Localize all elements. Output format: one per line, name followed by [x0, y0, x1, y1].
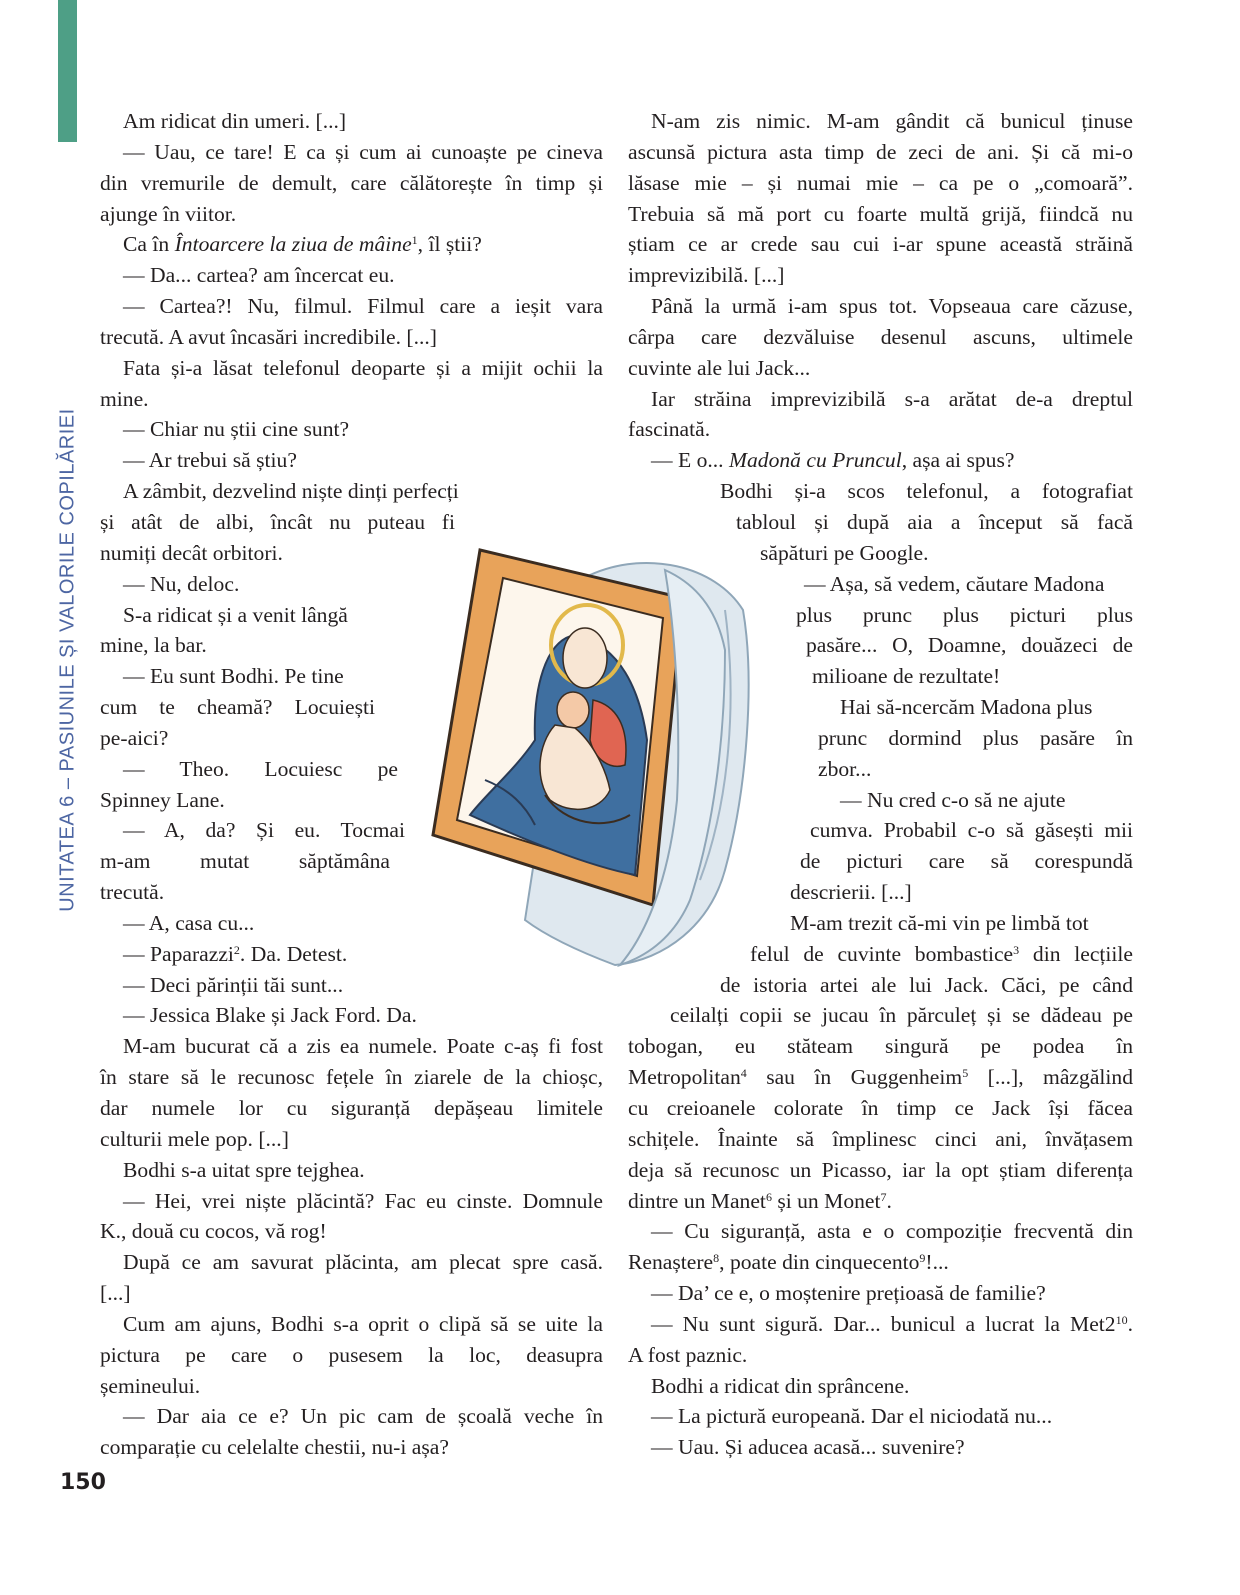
text-line: schițele. Înainte să împlinesc cinci ani, învățasem	[628, 1126, 1133, 1151]
page-number: 150	[60, 1470, 106, 1495]
text-line: S-a ridicat și a venit lângă	[123, 602, 348, 627]
text-line: culturii mele pop. [...]	[100, 1126, 289, 1151]
text-line: N-am zis nimic. M-am gândit că bunicul ținuse	[651, 109, 1133, 133]
text-line: — Theo. Locuiesc pe	[123, 756, 398, 781]
text-line: — E o... Madonă cu Pruncul, așa ai spus?	[651, 448, 1015, 473]
text-line: cumva. Probabil c-o să găsești mii	[810, 818, 1133, 843]
text-line: — La pictură europeană. Dar el niciodată nu...	[651, 1404, 1053, 1429]
text-line: — Uau. Și aducea acasă... suvenire?	[651, 1435, 965, 1460]
text-line: comparație cu celelalte chestii, nu-i așa?	[100, 1435, 449, 1460]
text-line: A zâmbit, dezvelind niște dinți perfecți	[123, 479, 459, 504]
chapter-accent-bar	[58, 0, 77, 142]
text-line: Iar străina imprevizibilă s-a arătat de-a dreptul	[651, 386, 1133, 411]
text-line: pasăre... O, Doamne, douăzeci de	[806, 633, 1133, 658]
text-line: prunc dormind plus pasăre în	[818, 725, 1133, 750]
text-line: imprevizibilă. [...]	[628, 263, 785, 288]
text-line: cuvinte ale lui Jack...	[628, 355, 811, 380]
text-line: zbor...	[818, 756, 872, 781]
text-line: K., două cu cocos, vă rog!	[100, 1219, 327, 1244]
text-line: pe-aici?	[100, 725, 169, 750]
text-line: Renaștere$^8$, poate din cinquecento$^9$!...	[628, 1250, 949, 1275]
text-line: în stare să le recunosc fețele în ziarele de la chioșc,	[100, 1065, 603, 1090]
text-line: — Așa, să vedem, căutare Madona	[804, 571, 1105, 596]
text-line: săpături pe Google.	[760, 540, 929, 565]
text-line: din vremurile de demult, care călătorește în timp și	[100, 170, 603, 195]
text-line: Bodhi s-a uitat spre tejghea.	[123, 1157, 365, 1182]
text-line: descrierii. [...]	[790, 880, 912, 905]
text-line: — Cu siguranță, asta e o compoziție frecventă din	[651, 1219, 1133, 1244]
text-line: m-am mutat săptămâna	[100, 849, 390, 874]
text-line: Până la urmă i-am spus tot. Vopseaua care căzuse,	[651, 294, 1133, 319]
text-line: numiți decât orbitori.	[100, 540, 283, 565]
text-line: Cum am ajuns, Bodhi s-a oprit o clipă să se uite la	[123, 1311, 603, 1336]
text-line: — Ar trebui să știu?	[123, 448, 297, 473]
text-line: M-am trezit că-mi vin pe limbă tot	[790, 910, 1089, 935]
chapter-title: UNITATEA 6 – PASIUNILE ȘI VALORILE COPILĂRIEI	[56, 408, 79, 912]
text-line: tobogan, eu stăteam singură pe podea în	[628, 1034, 1133, 1059]
text-line: și atât de albi, încât nu puteau fi	[100, 509, 455, 534]
text-line: [...]	[100, 1281, 131, 1306]
text-line: — Eu sunt Bodhi. Pe tine	[123, 664, 344, 689]
text-line: mine.	[100, 386, 149, 411]
text-line: știam ce ar crede sau cui i-ar spune această străină	[628, 232, 1133, 257]
text-line: șemineului.	[100, 1373, 201, 1398]
text-line: — Hei, vrei niște plăcintă? Fac eu cinste. Domnule	[123, 1188, 603, 1213]
text-line: — Da’ ce e, o moștenire prețioasă de familie?	[651, 1281, 1046, 1306]
text-line: ascunsă pictura asta timp de zeci de ani. Și că mi-o	[628, 139, 1133, 164]
text-line: — Nu cred c-o să ne ajute	[840, 787, 1066, 812]
text-line: Am ridicat din umeri. [...]	[123, 109, 347, 133]
text-line: După ce am savurat plăcinta, am plecat spre casă.	[123, 1250, 603, 1275]
text-line: Hai să-ncercăm Madona plus	[840, 695, 1093, 720]
text-line: — A, da? Și eu. Tocmai	[123, 818, 405, 843]
text-line: deja să recunosc un Picasso, iar la opt știam diferența	[628, 1157, 1133, 1182]
text-line: Metropolitan$^4$ sau în Guggenheim$^5$ [...], mâzgălind	[628, 1065, 1133, 1090]
text-line: Bodhi și-a scos telefonul, a fotografiat	[720, 479, 1133, 504]
text-line: Ca în Întoarcere la ziua de mâine$^1$, îl știi?	[123, 232, 482, 257]
text-line: cu creioanele colorate în timp ce Jack își făcea	[628, 1096, 1133, 1120]
text-line: plus prunc plus picturi plus	[796, 602, 1133, 627]
text-line: — Dar aia ce e? Un pic cam de școală veche în	[123, 1404, 603, 1429]
text-line: Trebuia să mă port cu foarte multă grijă, fiindcă nu	[628, 201, 1133, 226]
text-line: felul de cuvinte bombastice$^3$ din lecțiile	[750, 941, 1133, 966]
text-line: Bodhi a ridicat din sprâncene.	[651, 1373, 910, 1398]
text-line: trecută.	[100, 880, 165, 905]
text-line: dintre un Manet$^6$ și un Monet$^7$.	[628, 1188, 892, 1213]
text-line: cum te cheamă? Locuiești	[100, 695, 375, 720]
text-line: Spinney Lane.	[100, 787, 225, 812]
text-line: — Paparazzi$^2$. Da. Detest.	[123, 941, 348, 966]
text-line: — Nu, deloc.	[123, 571, 240, 596]
madonna-painting-illustration	[425, 540, 760, 970]
text-line: — Cartea?! Nu, filmul. Filmul care a ieșit vara	[123, 294, 603, 319]
text-line: dar numele lor cu siguranță depășeau limitele	[100, 1096, 603, 1120]
text-line: cârpa care dezvăluise desenul ascuns, ultimele	[628, 324, 1133, 349]
text-line: — A, casa cu...	[123, 910, 255, 935]
text-line: milioane de rezultate!	[812, 664, 1001, 689]
text-line: trecută. A avut încasări incredibile. [...]	[100, 324, 437, 349]
text-line: M-am bucurat că a zis ea numele. Poate c-aș fi fost	[123, 1034, 603, 1059]
text-line: ceilalți copii se jucau în părculeț și se dădeau pe	[670, 1003, 1133, 1028]
text-line: ajunge în viitor.	[100, 201, 237, 226]
text-line: — Jessica Blake și Jack Ford. Da.	[123, 1003, 417, 1028]
text-line: tabloul și după aia a început să facă	[736, 509, 1133, 534]
text-line: lăsase mie – și numai mie – ca pe o „comoară”.	[628, 170, 1133, 195]
text-line: A fost paznic.	[628, 1342, 748, 1367]
text-line: fascinată.	[628, 417, 711, 442]
text-line: — Deci părinții tăi sunt...	[123, 972, 344, 997]
text-line: — Nu sunt sigură. Dar... bunicul a lucrat la $Met2^{10}$.	[651, 1311, 1133, 1336]
text-line: Fata și-a lăsat telefonul deoparte și a mijit ochii la	[123, 355, 603, 380]
text-line: pictura pe care o pusesem la loc, deasupra	[100, 1342, 603, 1367]
text-line: mine, la bar.	[100, 633, 207, 658]
text-line: de picturi care să corespundă	[800, 849, 1133, 874]
text-line: — Chiar nu știi cine sunt?	[123, 417, 350, 442]
text-line: de istoria artei ale lui Jack. Căci, pe când	[720, 972, 1133, 997]
text-line: — Da... cartea? am încercat eu.	[123, 263, 395, 288]
text-line: — Uau, ce tare! E ca și cum ai cunoaște pe cineva	[123, 139, 603, 164]
